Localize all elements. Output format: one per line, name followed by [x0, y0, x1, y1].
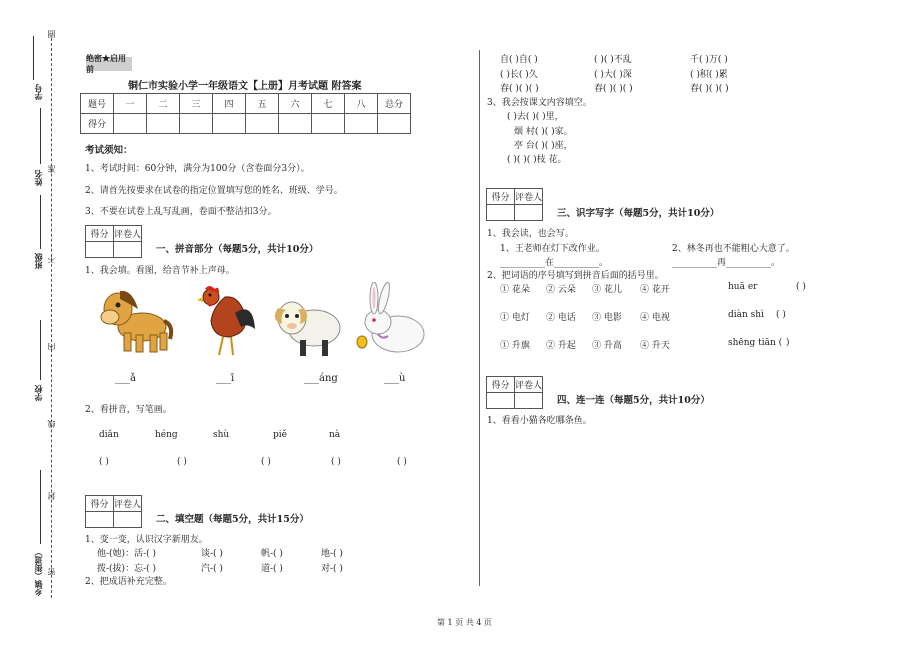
idiom-item[interactable]: ( )大( )深 — [594, 70, 632, 80]
score-cell[interactable] — [213, 114, 246, 134]
poem-line[interactable]: ( )( )( )枝 花。 — [507, 155, 567, 165]
field-line-xuehao[interactable] — [33, 36, 34, 80]
scorebox-grader-label: 评卷人 — [515, 381, 543, 391]
cut-mark: 封 — [47, 492, 56, 500]
word-option: ② 云朵 — [546, 285, 576, 295]
answer-paren[interactable]: ( ) — [177, 457, 187, 467]
fill-item[interactable]: 拨-(拔)：忘-( ) — [97, 564, 156, 574]
horse-image — [98, 285, 174, 357]
pinyin-label: piě — [273, 430, 287, 440]
initial-blank[interactable]: ___ī — [216, 373, 235, 384]
word-option: ② 升起 — [546, 341, 576, 351]
score-header: 一 — [114, 94, 147, 114]
section-title: 一、拼音部分（每题5分，共计10分） — [156, 244, 319, 255]
word-option: ③ 电影 — [592, 313, 622, 323]
word-option: ① 电灯 — [500, 313, 530, 323]
idiom-item[interactable]: ( )积( )累 — [690, 70, 728, 80]
score-header: 四 — [213, 94, 246, 114]
scorebox-score-cell[interactable] — [86, 242, 114, 257]
label-xuehao: 学号 — [33, 84, 43, 100]
scorebox-grader-cell[interactable] — [114, 512, 141, 527]
answer-paren[interactable]: ( ) — [796, 282, 806, 292]
scorebox — [85, 495, 142, 528]
answer-paren[interactable]: ( ) — [331, 457, 341, 467]
scorebox — [486, 376, 543, 409]
word-option: ① 升旗 — [500, 341, 530, 351]
question-text: 1、变一变，认识汉字新朋友。 — [85, 535, 208, 545]
field-line-xingming[interactable] — [40, 108, 41, 164]
fill-item[interactable]: 地-( ) — [321, 549, 343, 559]
page-title: 铜仁市实验小学一年级语文【上册】月考试题 附答案 — [128, 81, 362, 92]
scorebox-grader-cell[interactable] — [515, 393, 542, 408]
scorebox-score-cell[interactable] — [487, 205, 515, 220]
binding-dashed-line — [51, 38, 52, 598]
label-banji: 班级 — [33, 253, 43, 269]
score-cell[interactable] — [378, 114, 411, 134]
initial-blank[interactable]: ___ù — [384, 373, 406, 384]
poem-line[interactable]: 亭 台( )( )座， — [514, 141, 573, 151]
notice-item: 3、不要在试卷上乱写乱画，卷面不整洁扣3分。 — [85, 207, 277, 217]
scorebox — [85, 225, 142, 258]
rabbit-image — [352, 282, 432, 358]
score-cell[interactable] — [180, 114, 213, 134]
answer-paren[interactable]: ) — [786, 338, 790, 348]
score-table — [80, 93, 411, 134]
pinyin-label: nà — [329, 430, 341, 440]
score-header: 八 — [345, 94, 378, 114]
pinyin-label: diǎn — [99, 430, 119, 440]
fill-item[interactable]: 他-(她)：活-( ) — [97, 549, 156, 559]
word-option: ④ 花开 — [640, 285, 670, 295]
column-divider — [479, 50, 480, 586]
word-option: ④ 电视 — [640, 313, 670, 323]
pinyin-label: huā er — [728, 282, 758, 292]
cut-mark: 不 — [47, 255, 56, 263]
label-xuexiao: 学校 — [33, 385, 43, 401]
score-header: 三 — [180, 94, 213, 114]
idiom-item[interactable]: ( )长( )久 — [500, 70, 538, 80]
label-xiangzhen: 乡镇（街道） — [33, 548, 43, 596]
initial-blank[interactable]: ___ǎ — [115, 373, 136, 384]
notice-item: 1、考试时间：60分钟，满分为100分（含卷面分3分）。 — [85, 164, 310, 174]
pinyin-label: héng — [155, 430, 178, 440]
cut-mark: 内 — [47, 343, 56, 351]
scorebox-grader-label: 评卷人 — [114, 500, 142, 510]
fill-item[interactable]: 道-( ) — [261, 564, 283, 574]
idiom-item[interactable]: 春( )( )( ) — [500, 84, 539, 94]
idiom-item[interactable]: 自( )自( ) — [500, 55, 538, 65]
pinyin-label: diàn shì — [728, 310, 764, 320]
scorebox-score-label: 得分 — [487, 377, 515, 392]
section-title: 四、连一连（每题5分，共计10分） — [557, 395, 710, 406]
question-text: 1、我会填。看图，给音节补上声母。 — [85, 266, 235, 276]
cut-mark: 准 — [47, 165, 56, 173]
sheep-image — [270, 290, 346, 360]
scorebox-score-cell[interactable] — [86, 512, 114, 527]
field-line-xuexiao[interactable] — [40, 320, 41, 380]
poem-line[interactable]: ( )去( )( )里， — [507, 112, 564, 122]
scorebox-score-label: 得分 — [86, 496, 114, 511]
scorebox-score-label: 得分 — [86, 226, 114, 241]
word-option: ② 电话 — [546, 313, 576, 323]
sentence: 1、王老师在灯下改作业。 — [500, 244, 605, 254]
page-number: 第 1 页 共 4 页 — [437, 618, 492, 627]
write-blank[interactable]: __________在__________。 — [500, 258, 609, 268]
field-line-banji[interactable] — [40, 195, 41, 249]
answer-paren[interactable]: ( ) — [397, 457, 407, 467]
pinyin-label: shù — [213, 430, 230, 440]
score-header: 五 — [246, 94, 279, 114]
score-cell[interactable] — [114, 114, 147, 134]
score-header: 总分 — [378, 94, 411, 114]
scorebox-grader-cell[interactable] — [515, 205, 542, 220]
question-text: 2、把成语补充完整。 — [85, 577, 172, 587]
word-option: ① 花朵 — [500, 285, 530, 295]
fill-item[interactable]: 帆-( ) — [261, 549, 283, 559]
sentence: 2、林冬再也不能粗心大意了。 — [672, 244, 795, 254]
word-option: ③ 升高 — [592, 341, 622, 351]
idiom-item[interactable]: 千( )万( ) — [690, 55, 728, 65]
score-cell[interactable] — [147, 114, 180, 134]
label-xingming: 姓名 — [33, 170, 43, 186]
scorebox-grader-cell[interactable] — [114, 242, 141, 257]
answer-paren[interactable]: ( ) — [99, 457, 109, 467]
question-text: 3、我会按课文内容填空。 — [487, 98, 592, 108]
word-option: ④ 升天 — [640, 341, 670, 351]
answer-paren[interactable]: ( ) — [776, 310, 786, 320]
scorebox-score-label: 得分 — [487, 189, 515, 204]
idiom-item[interactable]: ( )( )不乱 — [594, 55, 632, 65]
notice-title: 考试须知： — [85, 145, 133, 156]
word-option: ③ 花儿 — [592, 285, 622, 295]
score-cell[interactable] — [246, 114, 279, 134]
question-text: 2、把词语的序号填写到拼音后面的括号里。 — [487, 271, 664, 281]
score-header: 六 — [279, 94, 312, 114]
poem-line[interactable]: 烟 村( )( )家。 — [514, 127, 573, 137]
cut-mark: 线 — [47, 420, 56, 428]
field-line-xiangzhen[interactable] — [40, 470, 41, 544]
pinyin-label: shēng tiān ( — [728, 338, 783, 348]
scorebox-grader-label: 评卷人 — [515, 193, 543, 203]
scorebox-score-cell[interactable] — [487, 393, 515, 408]
cut-mark: 密 — [47, 568, 56, 576]
rooster-image — [195, 283, 257, 359]
write-blank[interactable]: __________再__________。 — [672, 258, 781, 268]
score-cell[interactable] — [312, 114, 345, 134]
question-text: 1、我会读，也会写。 — [487, 229, 574, 239]
score-header: 七 — [312, 94, 345, 114]
section-title: 三、识字写字（每题5分，共计10分） — [557, 208, 720, 219]
section-title: 二、填空题（每题5分，共计15分） — [156, 514, 309, 525]
fill-item[interactable]: 汽-( ) — [201, 564, 223, 574]
idiom-item[interactable]: 春( )( )( ) — [690, 84, 729, 94]
secret-stamp: 绝密★启用前 — [86, 57, 132, 71]
cut-mark: 圈 — [47, 30, 56, 38]
question-text: 2、看拼音，写笔画。 — [85, 405, 172, 415]
scorebox — [486, 188, 543, 221]
score-cell[interactable] — [345, 114, 378, 134]
score-cell[interactable] — [279, 114, 312, 134]
notice-item: 2、请首先按要求在试卷的指定位置填写您的姓名、班级、学号。 — [85, 186, 343, 196]
score-header: 题号 — [81, 94, 114, 114]
initial-blank[interactable]: ___áng — [304, 373, 338, 384]
question-text: 1、看看小猫各吃哪条鱼。 — [487, 416, 592, 426]
fill-item[interactable]: 对-( ) — [321, 564, 343, 574]
score-header: 二 — [147, 94, 180, 114]
score-row-label: 得分 — [81, 114, 114, 134]
answer-paren[interactable]: ( ) — [261, 457, 271, 467]
idiom-item[interactable]: 春( )( )( ) — [594, 84, 633, 94]
fill-item[interactable]: 谈-( ) — [201, 549, 223, 559]
scorebox-grader-label: 评卷人 — [114, 230, 142, 240]
